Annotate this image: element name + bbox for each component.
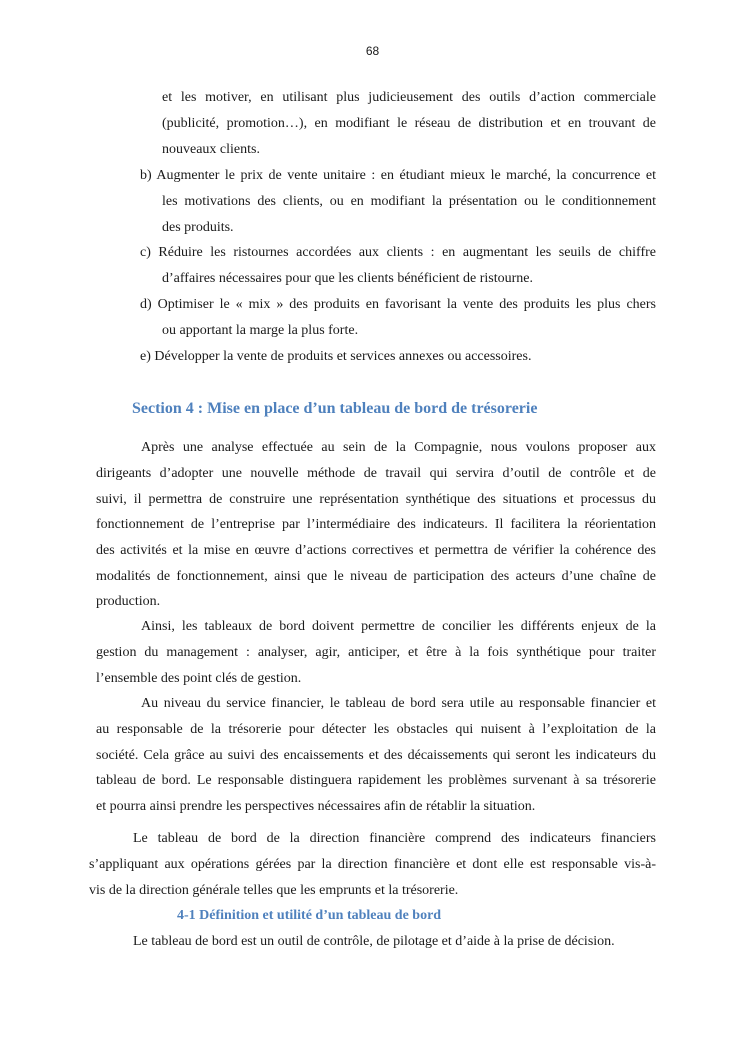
page-number: 68 bbox=[365, 44, 380, 58]
paragraph-line: société. Cela grâce au suivi des encaissements et des décaissements qui seront les indicateurs du bbox=[96, 748, 656, 763]
paragraph-line: au responsable de la trésorerie pour détecter les obstacles qui nuisent à l’exploitation de la bbox=[96, 722, 656, 737]
paragraph-line: Le tableau de bord est un outil de contrôle, de pilotage et d’aide à la prise de décision. bbox=[133, 934, 615, 949]
list-item-e-line: e) Développer la vente de produits et services annexes ou accessoires. bbox=[140, 349, 532, 364]
paragraph-line: et pourra ainsi prendre les perspectives nécessaires afin de rétablir la situation. bbox=[96, 799, 536, 814]
paragraph-line: production. bbox=[96, 594, 161, 609]
paragraph-line: tableau de bord. Le responsable distinguera rapidement les problèmes survenant à sa trésorerie bbox=[96, 773, 656, 788]
list-item-b-line: les motivations des clients, ou en modifiant la présentation ou le conditionnement bbox=[162, 194, 656, 209]
paragraph-line: des activités et la mise en œuvre d’actions correctives et permettra de vérifier la cohérence des bbox=[96, 543, 656, 558]
list-item-c-line: d’affaires nécessaires pour que les clients bénéficient de ristourne. bbox=[162, 271, 533, 286]
paragraph-line: modalités de fonctionnement, ainsi que le niveau de participation des acteurs d’une chaîne de bbox=[96, 569, 656, 584]
paragraph-line: Au niveau du service financier, le tableau de bord sera utile au responsable financier et bbox=[141, 696, 656, 711]
paragraph-line: suivi, il permettra de construire une représentation synthétique des situations et processus du bbox=[96, 492, 656, 507]
list-item-b-line: b) Augmenter le prix de vente unitaire : en étudiant mieux le marché, la concurrence et bbox=[140, 168, 656, 183]
paragraph-line: Après une analyse effectuée au sein de la Compagnie, nous voulons proposer aux bbox=[141, 440, 656, 455]
paragraph-line: vis de la direction générale telles que les emprunts et la trésorerie. bbox=[89, 883, 459, 898]
paragraph-line: l’ensemble des point clés de gestion. bbox=[96, 671, 302, 686]
list-item-d-line: ou apportant la marge la plus forte. bbox=[162, 323, 359, 338]
list-item-d-line: d) Optimiser le « mix » des produits en favorisant la vente des produits les plus chers bbox=[140, 297, 656, 312]
paragraph-line: dirigeants d’adopter une nouvelle méthode de travail qui servira d’outil de contrôle et de bbox=[96, 466, 656, 481]
list-continuation-line: (publicité, promotion…), en modifiant le réseau de distribution et en trouvant de bbox=[162, 116, 656, 131]
paragraph-line: Ainsi, les tableaux de bord doivent permettre de concilier les différents enjeux de la bbox=[141, 619, 656, 634]
paragraph-line: gestion du management : analyser, agir, anticiper, et être à la fois synthétique pour traiter bbox=[96, 645, 656, 660]
paragraph-line: Le tableau de bord de la direction financière comprend des indicateurs financiers bbox=[133, 831, 656, 846]
section-heading: Section 4 : Mise en place d’un tableau de bord de trésorerie bbox=[132, 400, 538, 417]
paragraph-line: fonctionnement de l’entreprise par l’intermédiaire des indicateurs. Il facilitera la réorientation bbox=[96, 517, 656, 532]
list-item-c-line: c) Réduire les ristournes accordées aux clients : en augmentant les seuils de chiffre bbox=[140, 245, 656, 260]
list-continuation-line: et les motiver, en utilisant plus judicieusement des outils d’action commerciale bbox=[162, 90, 656, 105]
list-continuation-line: nouveaux clients. bbox=[162, 142, 260, 157]
paragraph-line: s’appliquant aux opérations gérées par la direction financière et dont elle est responsable vis-à- bbox=[89, 857, 656, 872]
list-item-b-line: des produits. bbox=[162, 220, 234, 235]
subsection-heading: 4-1 Définition et utilité d’un tableau de bord bbox=[177, 908, 442, 923]
